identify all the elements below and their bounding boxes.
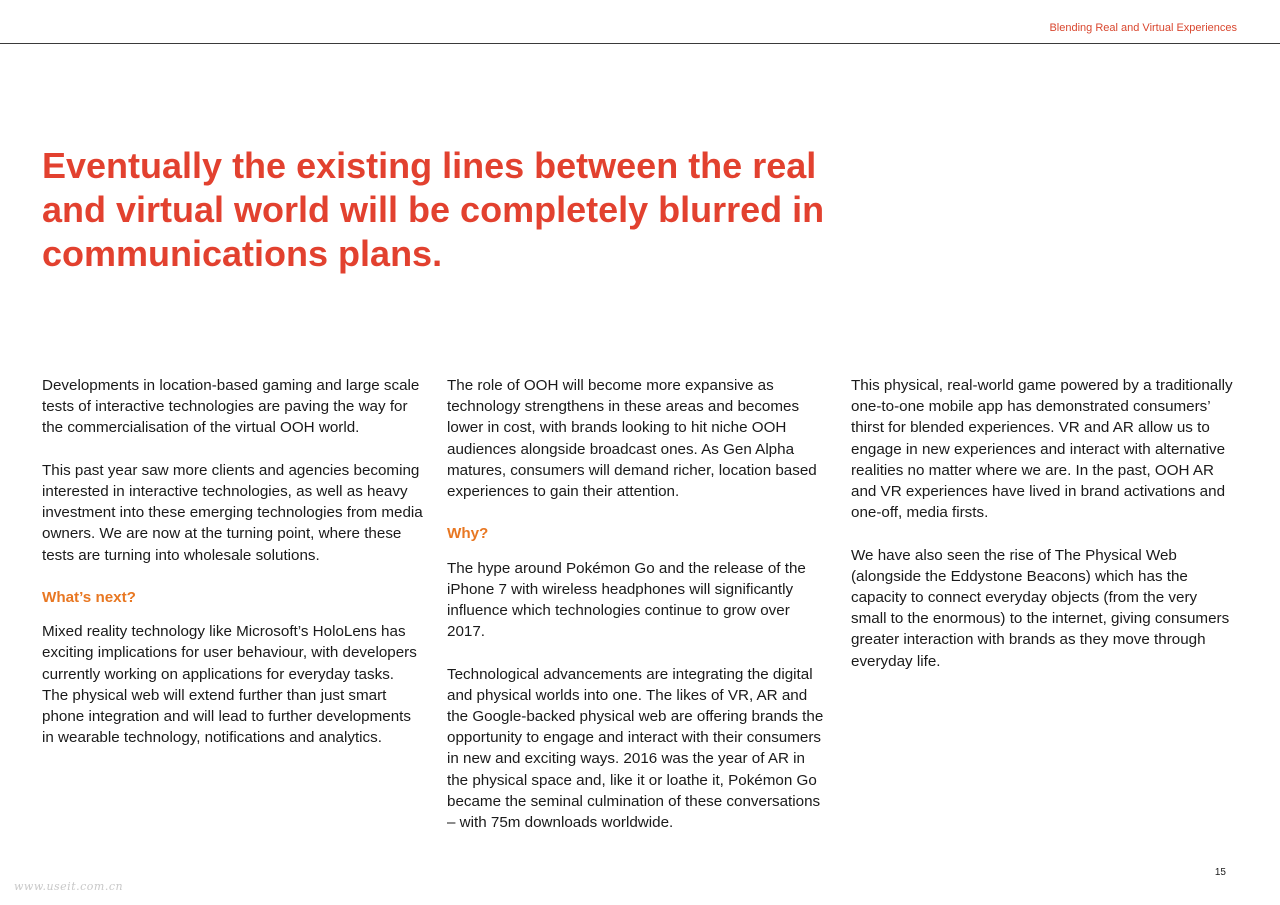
section-subheading: Why? [447,525,489,543]
body-paragraph: Mixed reality technology like Microsoft’s HoloLens has exciting implications for user behaviour, with developers currently working on applications for everyday tasks. The physical web will extend further than just smart phone integration and will lead to further developments in wearable technology, notifications and analytics. [42,623,417,747]
section-subheading: What’s next? [42,589,136,606]
body-paragraph: Technological advancements are integrating the digital and physical worlds into one. The likes of VR, AR and the Google-backed physical web are offering brands the opportunity to engage and interact with their consumers in new and exciting ways. 2016 was the year of AR in the physical space and, like it or loathe it, Pokémon Go became the seminal culmination of these conversations – with 75m downloads worldwide. [447,665,824,832]
text-column-3 [851,375,1233,693]
text-column-2 [447,375,829,854]
running-header-title: Blending Real and Virtual Experiences [1049,22,1237,34]
page-number: 15 [1214,867,1226,878]
body-paragraph: The role of OOH will become more expansive as technology strengthens in these areas and becomes lower in cost, with brands looking to hit niche OOH audiences alongside broadcast ones. As Gen Alpha matures, consumers will demand richer, location based experiences to gain their attention. [447,377,817,501]
body-paragraph: We have also seen the rise of The Physical Web (alongside the Eddystone Beacons) which has the capacity to connect everyday objects (from the very small to the enormous) to the internet, giving consumers greater interaction with brands as they move through everyday life. [851,546,1230,670]
watermark-text: www.useit.com.cn [14,880,124,893]
header-divider [0,43,1280,44]
body-paragraph: The hype around Pokémon Go and the release of the iPhone 7 with wireless headphones will significantly influence which technologies continue to grow over 2017. [447,559,806,641]
page-headline: Eventually the existing lines between the real and virtual world will be completely blurred in communications plans. [42,145,825,274]
body-paragraph: Developments in location-based gaming and large scale tests of interactive technologies are paving the way for the commercialisation of the virtual OOH world. [42,377,420,437]
body-paragraph: This past year saw more clients and agencies becoming interested in interactive technologies, as well as heavy investment into these emerging technologies from media owners. We are now at the turning point, where these tests are turning into wholesale solutions. [42,461,423,564]
text-column-1 [42,375,424,770]
body-paragraph: This physical, real-world game powered by a traditionally one-to-one mobile app has demonstrated consumers’ thirst for blended experiences. VR and AR allow us to engage in new experiences and interact with alternative realities no matter where we are. In the past, OOH AR and VR experiences have lived in brand activations and one-off, media firsts. [851,377,1233,522]
